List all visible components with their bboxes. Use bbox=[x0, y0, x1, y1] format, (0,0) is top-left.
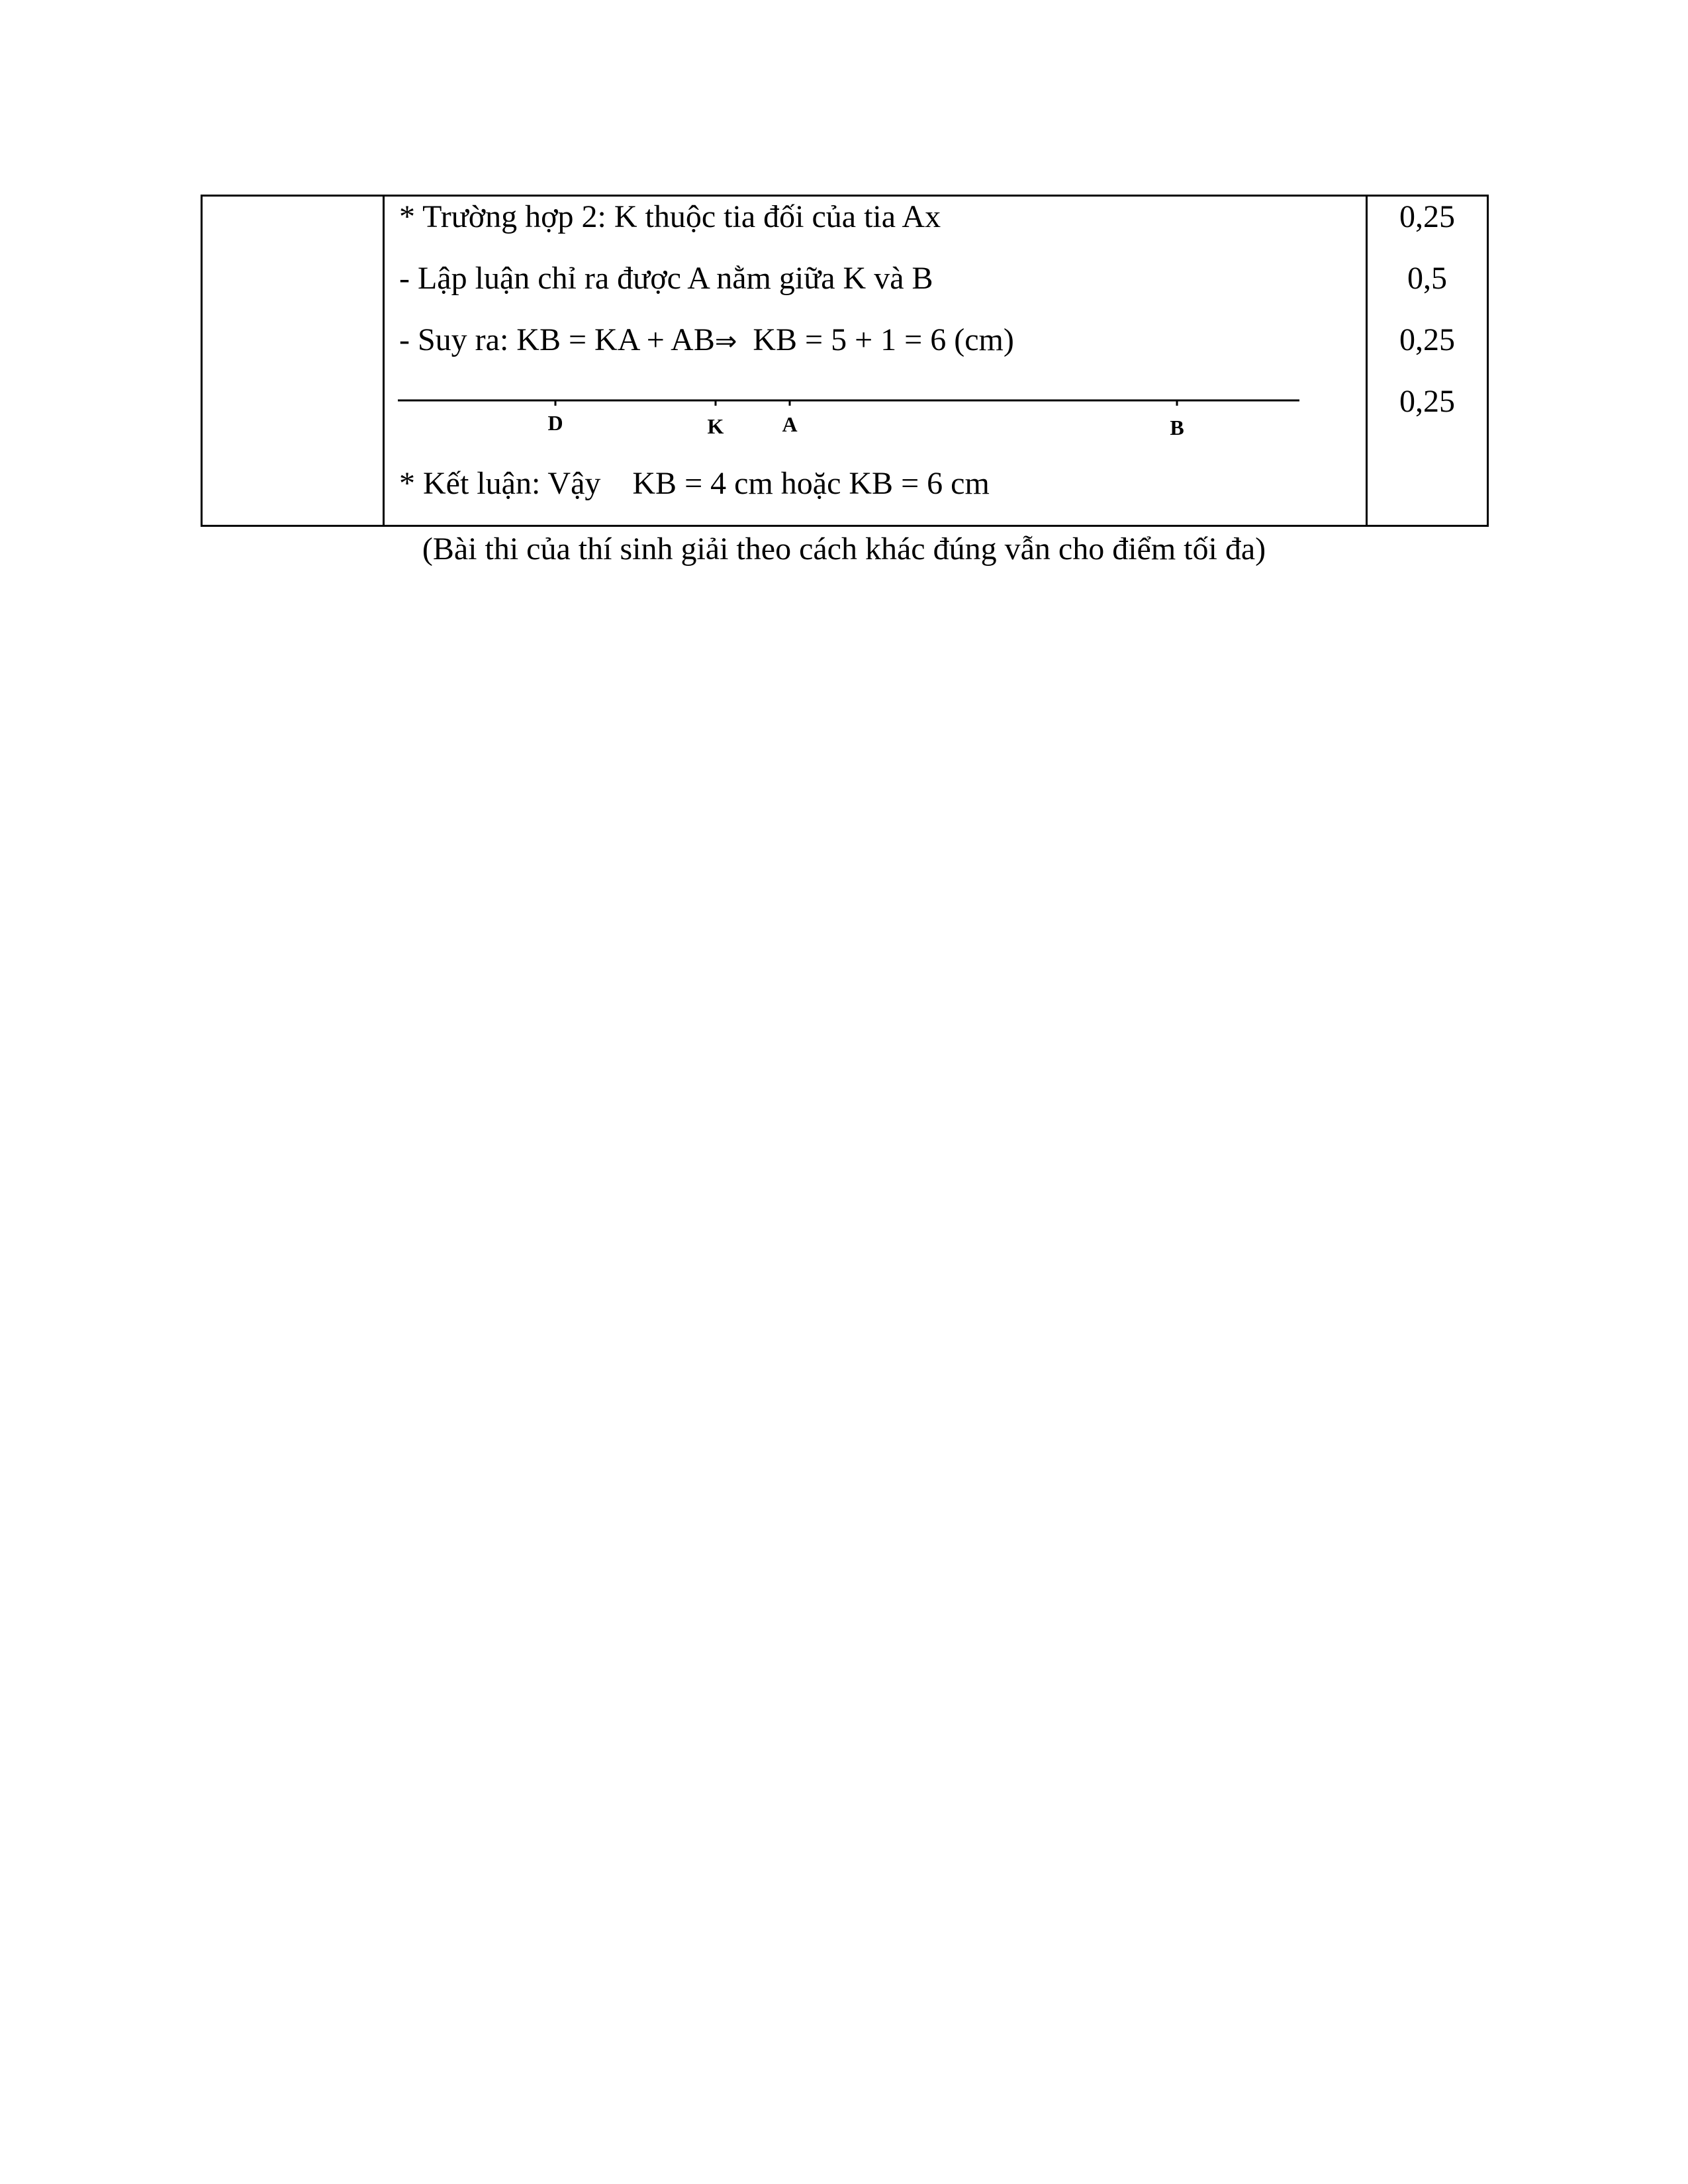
column-divider-right bbox=[1366, 197, 1368, 525]
implies-symbol: ⇒ bbox=[714, 326, 737, 357]
point-label-b: B bbox=[1170, 416, 1184, 439]
line-segment-figure bbox=[398, 395, 1299, 448]
point-label-k: K bbox=[707, 414, 724, 438]
derivation-result: KB = 5 + 1 = 6 (cm) bbox=[753, 322, 1014, 357]
reasoning-line: - Lập luận chỉ ra được A nằm giữa K và B bbox=[399, 261, 933, 296]
case-2-heading: * Trường hợp 2: K thuộc tia đối của tia Ax bbox=[399, 199, 941, 234]
score-reasoning: 0,5 bbox=[1407, 261, 1447, 296]
column-divider-left bbox=[383, 197, 385, 525]
point-label-d: D bbox=[547, 411, 563, 435]
footer-note: (Bài thi của thí sinh giải theo cách khác đúng vẫn cho điểm tối đa) bbox=[422, 531, 1266, 567]
derivation-line bbox=[399, 322, 1014, 360]
derivation-equation: - Suy ra: KB = KA + AB bbox=[399, 322, 715, 357]
conclusion-label: * Kết luận: Vậy bbox=[399, 466, 601, 501]
score-figure: 0,25 bbox=[1399, 384, 1455, 419]
score-derivation: 0,25 bbox=[1399, 322, 1455, 357]
point-label-a: A bbox=[782, 412, 798, 436]
conclusion-line bbox=[399, 465, 990, 502]
grading-table bbox=[201, 195, 1489, 527]
score-case-2: 0,25 bbox=[1399, 199, 1455, 234]
conclusion-value: KB = 4 cm hoặc KB = 6 cm bbox=[632, 466, 990, 501]
